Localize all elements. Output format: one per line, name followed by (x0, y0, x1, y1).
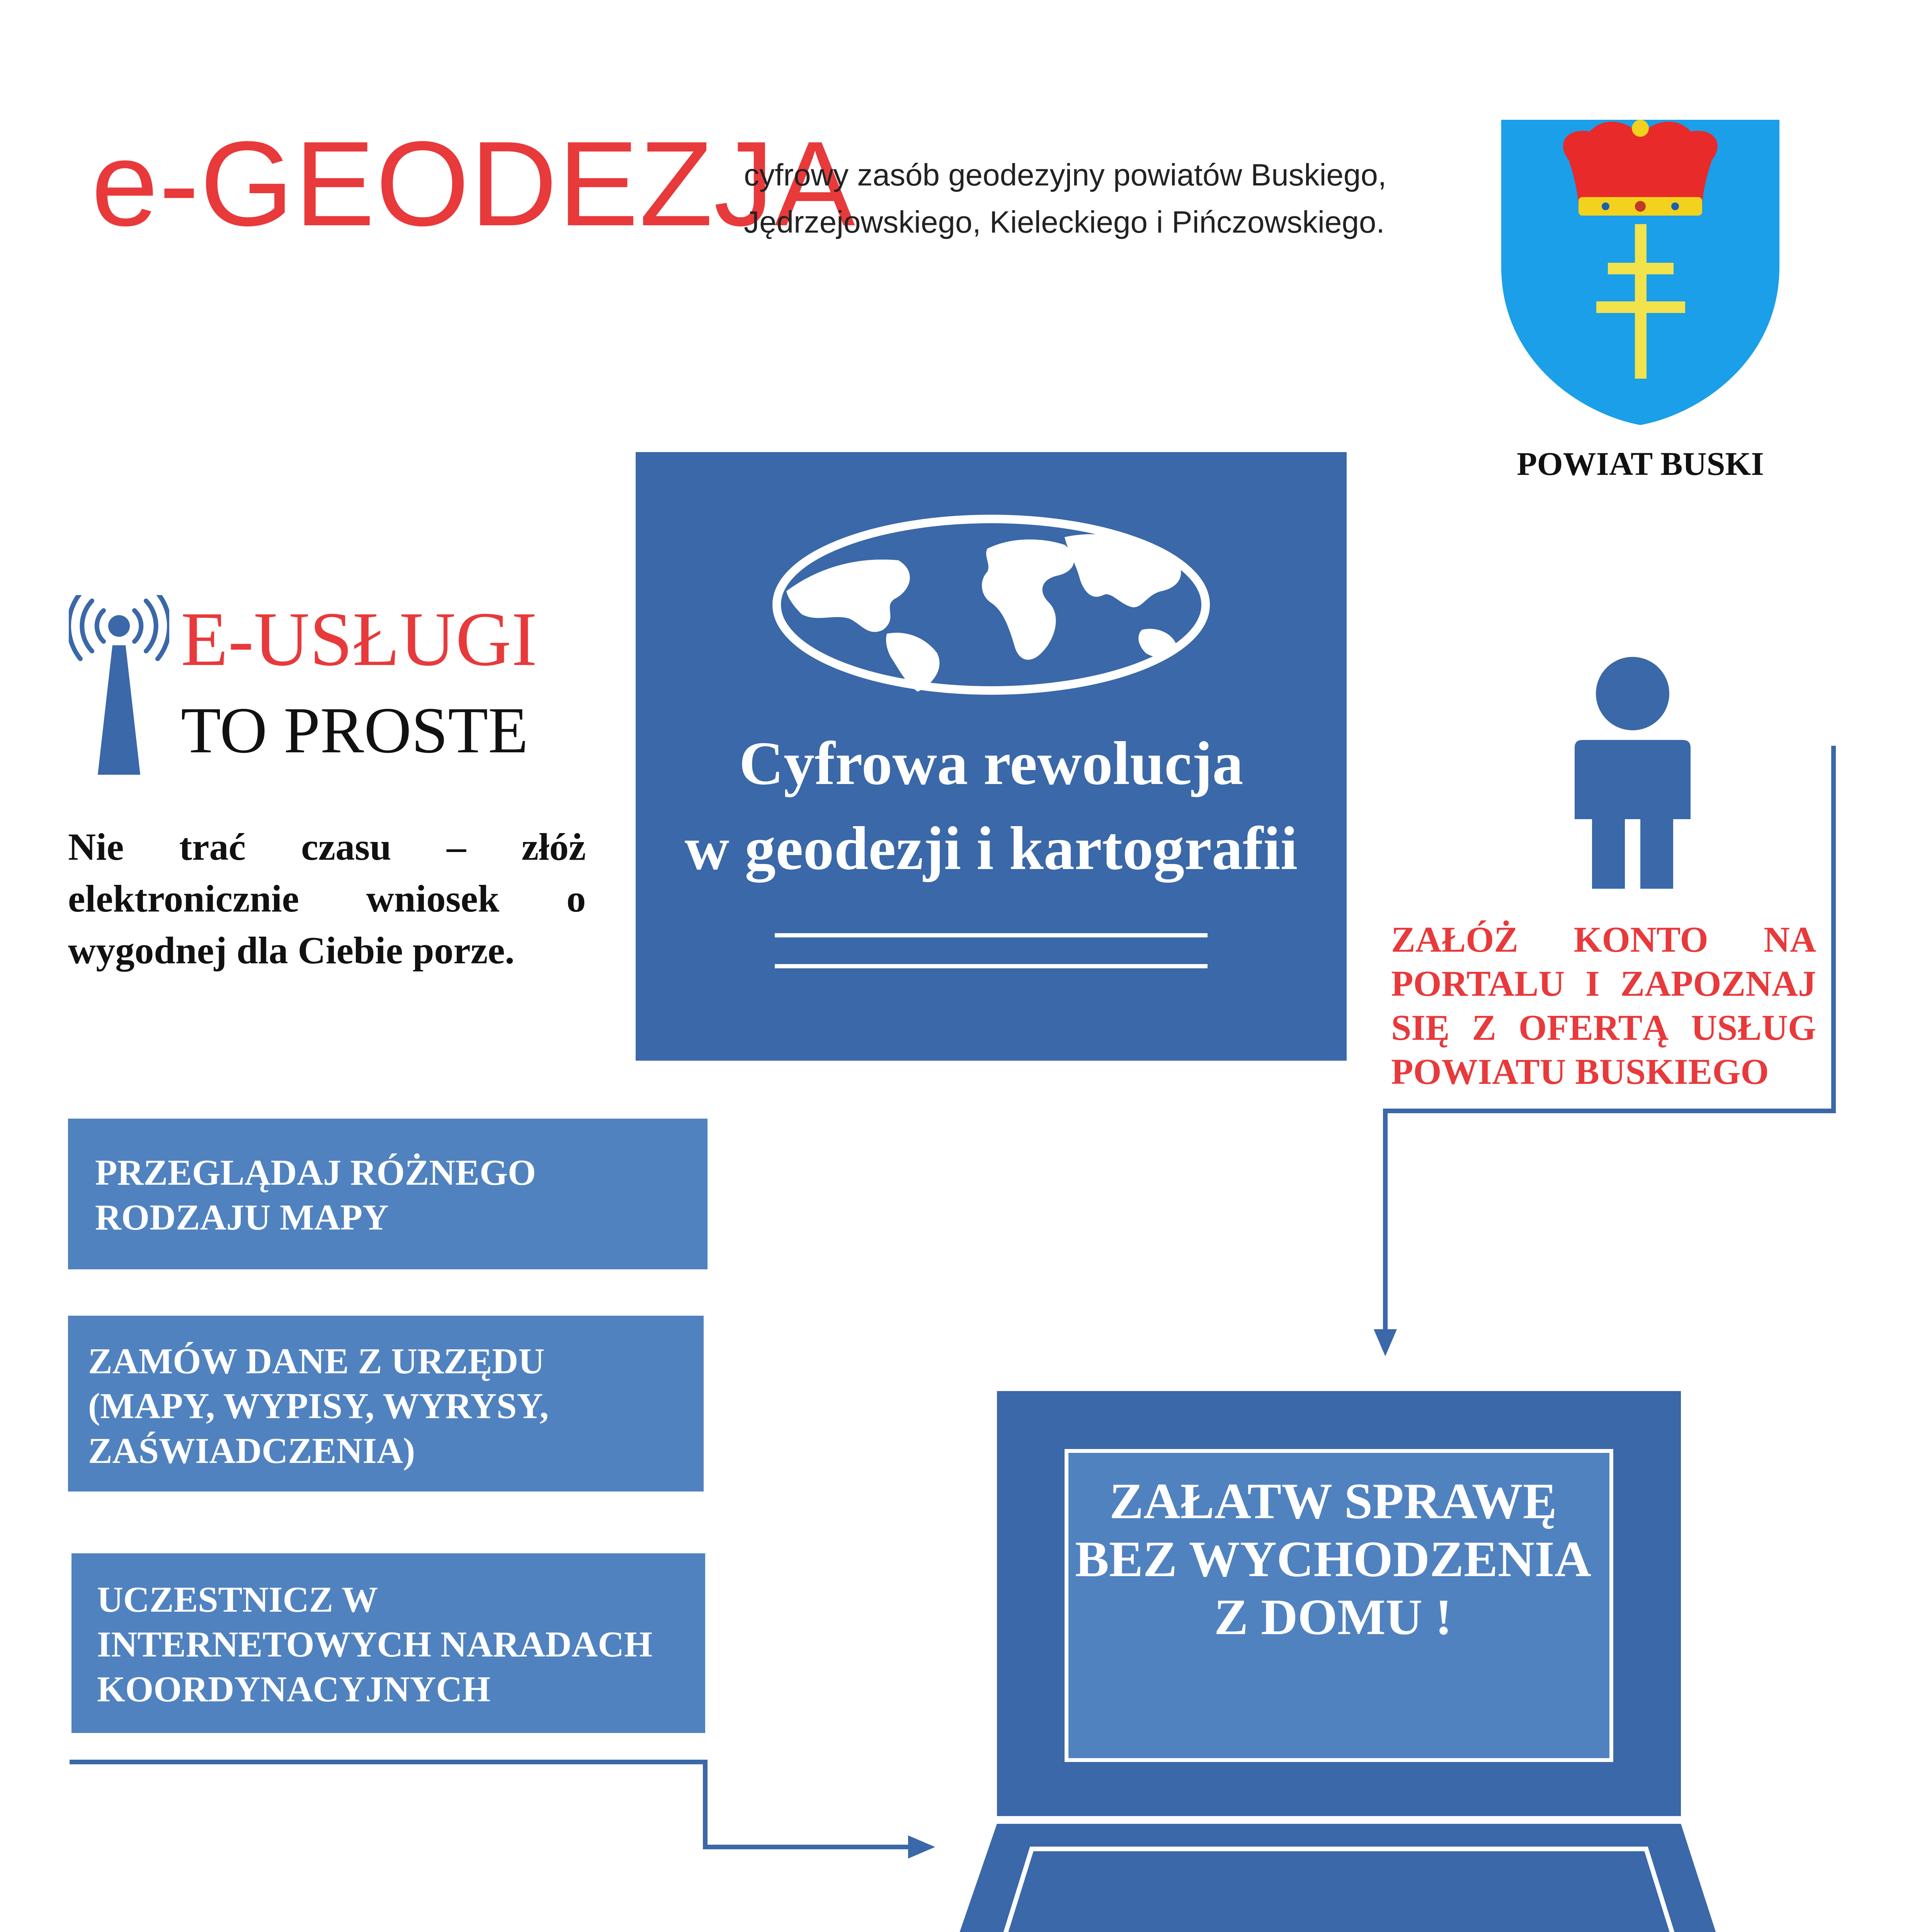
crest-label: POWIAT BUSKI (1517, 445, 1764, 482)
antenna-signal-icon (69, 595, 169, 777)
feature-line: UCZESTNICZ W (97, 1580, 378, 1620)
laptop-message-line: Z DOMU ! (1214, 1588, 1452, 1645)
description-line: elektronicznie wniosek o (68, 877, 586, 920)
hero-title-line: w geodezji i kartografii (684, 814, 1298, 883)
feature-browse-maps (68, 1119, 708, 1269)
e-uslugi-subtitle: TO PROSTE (181, 694, 528, 767)
laptop-message (1067, 1472, 1600, 1646)
description-line: wygodnej dla Ciebie porze. (68, 929, 515, 972)
feature-line: RODZAJU MAPY (95, 1197, 389, 1238)
e-uslugi-title: E-USŁUGI (181, 597, 538, 682)
feature-line: PRZEGLĄDAJ RÓŻNEGO (95, 1153, 536, 1193)
feature-line: KOORDYNACYJNYCH (97, 1669, 491, 1709)
laptop-message-line: ZAŁATW SPRAWĘ (1109, 1473, 1557, 1529)
hero-title-line: Cyfrowa rewolucja (739, 729, 1243, 798)
crown-cross-shield-icon (1501, 120, 1779, 425)
feature-order-data (68, 1316, 704, 1492)
feature-line: ZAMÓW DANE Z URZĘDU (88, 1341, 545, 1381)
person-icon (1571, 657, 1694, 889)
feature-line: ZAŚWIADCZENIA) (88, 1431, 415, 1471)
tagline-line: cyfrowy zasób geodezyjny powiatów Buskiego, (744, 158, 1387, 192)
account-callout: ZAŁÓŻ KONTO NA PORTALU I ZAPOZNAJ SIĘ Z OFERTĄ USŁUG POWIATU BUSKIEGO (1391, 920, 1816, 1092)
divider (775, 964, 1208, 968)
description-line: Nie trać czasu – złóż (68, 825, 586, 868)
feature-line: INTERNETOWYCH NARADACH (97, 1624, 653, 1665)
laptop-message-line: BEZ WYCHODZENIA (1075, 1531, 1592, 1587)
hero-panel (636, 452, 1347, 1061)
hero-title (636, 721, 1347, 891)
brand-title: e-GEODEZJA (91, 117, 856, 251)
globe-icon (771, 514, 1211, 696)
divider (775, 933, 1208, 937)
feature-meetings (71, 1553, 705, 1733)
brand-tagline (744, 151, 1478, 246)
tagline-line: Jędrzejowskiego, Kieleckiego i Pińczowskiego. (744, 205, 1385, 239)
e-uslugi-description (68, 821, 586, 976)
feature-line: (MAPY, WYPISY, WYRYSY, (88, 1386, 549, 1426)
